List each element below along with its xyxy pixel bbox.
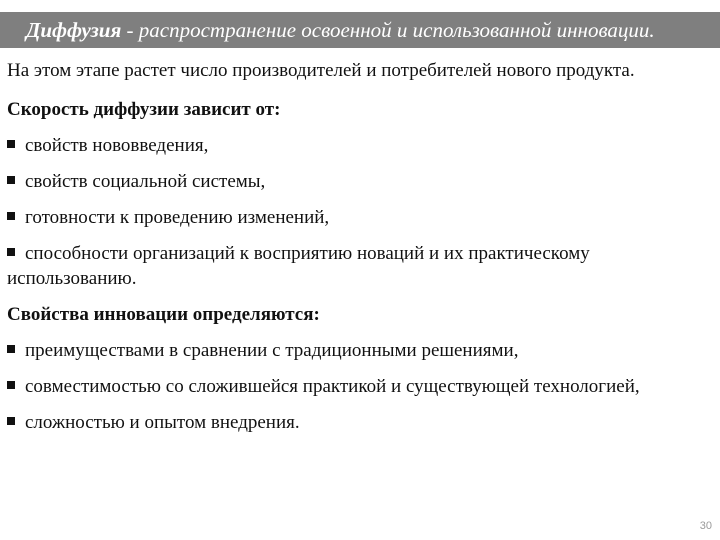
slide-body (7, 58, 707, 446)
list-item (7, 374, 707, 399)
list-item-text: способности организаций к восприятию новаций и их практическому использованию. (7, 243, 590, 289)
list-item-text: совместимостью со сложившейся практикой и существующей технологией, (25, 376, 640, 397)
square-bullet-icon (7, 248, 15, 256)
list-item-text: свойств социальной системы, (25, 171, 266, 192)
list-item-text: готовности к проведению изменений, (25, 207, 330, 228)
square-bullet-icon (7, 345, 15, 353)
square-bullet-icon (7, 212, 15, 220)
square-bullet-icon (7, 176, 15, 184)
square-bullet-icon (7, 381, 15, 389)
list-item (7, 133, 707, 158)
list-item (7, 169, 707, 194)
list-item (7, 410, 707, 435)
speed-heading: Скорость диффузии зависит от: (7, 99, 281, 120)
list-item-text: свойств нововведения, (25, 135, 209, 156)
list-item (7, 205, 707, 230)
properties-heading: Свойства инновации определяются: (7, 304, 320, 325)
intro-paragraph: На этом этапе растет число производителей и потребителей нового продукта. (7, 60, 635, 81)
list-item-text: сложностью и опытом внедрения. (25, 412, 300, 433)
square-bullet-icon (7, 140, 15, 148)
list-item (7, 241, 707, 291)
list-item-text: преимуществами в сравнении с традиционными решениями, (25, 340, 519, 361)
list-item (7, 338, 707, 363)
page-number: 30 (699, 520, 712, 532)
title-term: Диффузия (26, 18, 122, 42)
square-bullet-icon (7, 417, 15, 425)
title-definition: - распространение освоенной и использованной инновации. (121, 18, 655, 42)
slide-title (0, 12, 720, 48)
